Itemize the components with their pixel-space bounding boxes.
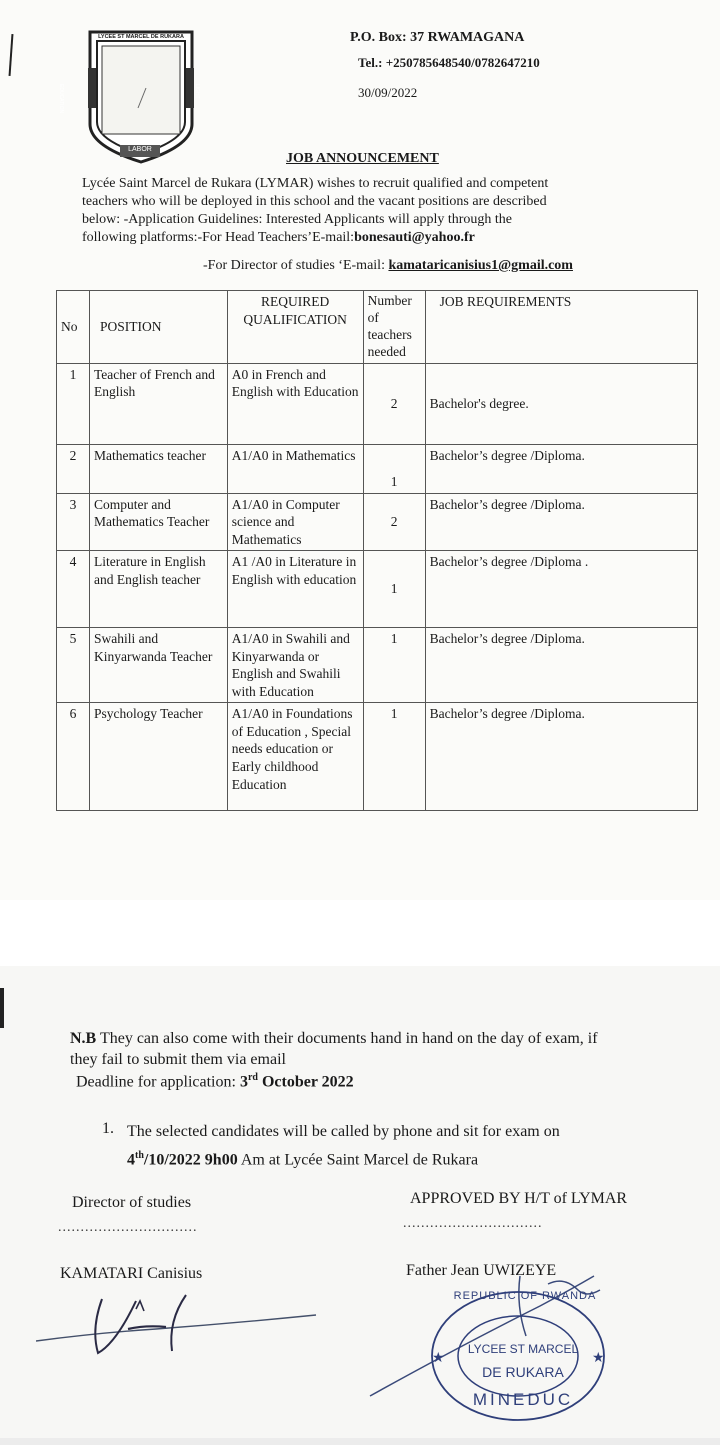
exam-line: The selected candidates will be called by phone and sit for exam on (127, 1123, 560, 1140)
stamp-line-2: DE RUKARA (482, 1364, 564, 1380)
deadline (76, 1072, 354, 1091)
table-row (57, 628, 698, 703)
body-line (82, 229, 642, 247)
table-row (57, 363, 698, 444)
svg-text:★: ★ (432, 1350, 445, 1366)
row-no: 1 (57, 363, 90, 444)
deadline-day: 3 (239, 1073, 248, 1091)
document-date: 30/09/2022 (358, 85, 418, 100)
row-number: 2 (363, 363, 425, 444)
crest-school-name: LYCEE ST MARCEL DE RUKARA (98, 34, 184, 40)
director-email-line (203, 258, 573, 274)
exam-line (127, 1144, 667, 1172)
stamp-bottom-text: MINEDUC (472, 1390, 574, 1409)
row-requirements: Bachelor’s degree /Diploma. (425, 703, 697, 811)
body-line: Lycée Saint Marcel de Rukara (LYMAR) wishes to recruit qualified and competent (82, 176, 549, 191)
deadline-suffix: rd (247, 1072, 258, 1083)
table-row (57, 551, 698, 628)
row-qualification: A1 /A0 in Literature in English with education (227, 551, 363, 628)
left-signatory-role: Director of studies (72, 1194, 192, 1211)
row-position: Teacher of French and English (89, 363, 227, 444)
exam-date-day: 4 (127, 1151, 135, 1169)
exam-location: Am at Lycée Saint Marcel de Rukara (237, 1151, 479, 1169)
row-number: 1 (363, 444, 425, 493)
row-requirements: Bachelor’s degree /Diploma. (425, 493, 697, 551)
row-no: 6 (57, 703, 90, 811)
document-page-2 (0, 966, 720, 1438)
row-position: Swahili and Kinyarwanda Teacher (89, 628, 227, 703)
crest-left-label: EDUCATION (58, 84, 64, 114)
nb-text: They can also come with their documents hand in hand on the day of exam, if (96, 1030, 598, 1047)
director-email: kamataricanisius1@gmail.com (388, 258, 573, 273)
row-qualification: A1/A0 in Mathematics (227, 444, 363, 493)
number-header-line: needed (367, 343, 406, 359)
col-header-position: POSITION (89, 291, 227, 364)
body-line: teachers who will be deployed in this school and the vacant positions are described (82, 194, 547, 209)
row-qualification: A1/A0 in Foundations of Education , Special needs education or Early childhood Education (227, 703, 363, 811)
row-number: 1 (363, 551, 425, 628)
qualification-header-line: REQUIRED (261, 294, 330, 309)
deadline-month: October 2022 (257, 1073, 354, 1091)
head-teacher-label: following platforms:-For Head Teachers’E-mail: (82, 230, 355, 245)
row-number: 1 (363, 703, 425, 811)
nb-line: they fail to submit them via email (70, 1051, 286, 1068)
nb-paragraph (70, 1028, 690, 1070)
row-requirements: Bachelor’s degree /Diploma. (425, 628, 697, 703)
row-number: 1 (363, 628, 425, 703)
exam-date-rest: /10/2022 9h00 (143, 1151, 238, 1169)
row-position: Psychology Teacher (89, 703, 227, 811)
scan-edge-mark (0, 988, 4, 1028)
row-requirements: Bachelor’s degree /Diploma. (425, 444, 697, 493)
number-header-line: Number (367, 293, 412, 308)
col-header-requirements: JOB REQUIREMENTS (425, 291, 697, 364)
row-no: 2 (57, 444, 90, 493)
crest-right-label: LIGHT (194, 84, 200, 99)
list-number: 1. (102, 1120, 114, 1137)
nb-label: N.B (70, 1030, 97, 1047)
col-header-qualification (227, 291, 363, 364)
exam-notice (127, 1120, 667, 1172)
signature-line-right: ............................... (403, 1216, 543, 1231)
director-email-label: -For Director of studies ‘E-mail: (203, 258, 389, 273)
signature-left (36, 1281, 326, 1371)
po-box: P.O. Box: 37 RWAMAGANA (350, 30, 525, 45)
right-signatory-role: APPROVED BY H/T of LYMAR (410, 1190, 628, 1207)
table-row (57, 444, 698, 493)
deadline-label: Deadline for application: (76, 1073, 240, 1091)
right-signatory-name: Father Jean UWIZEYE (406, 1262, 557, 1279)
scan-edge-mark (9, 34, 14, 76)
stamp-line-1: LYCEE ST MARCEL (467, 1342, 579, 1356)
signature-line-left: ............................... (58, 1220, 198, 1235)
crest-motto: LABOR (128, 146, 152, 153)
row-requirements: Bachelor's degree. (425, 363, 697, 444)
row-no: 5 (57, 628, 90, 703)
row-position: Mathematics teacher (89, 444, 227, 493)
left-signatory-name: KAMATARI Canisius (60, 1265, 203, 1282)
row-position: Computer and Mathematics Teacher (89, 493, 227, 551)
col-header-number (363, 291, 425, 364)
vacancies-table (56, 290, 698, 811)
row-qualification: A1/A0 in Swahili and Kinyarwanda or English and Swahili with Education (227, 628, 363, 703)
announcement-title: JOB ANNOUNCEMENT (286, 151, 439, 166)
qualification-header-line: QUALIFICATION (243, 311, 347, 327)
number-header-line: of (367, 309, 379, 325)
row-number: 2 (363, 493, 425, 551)
nb-line (70, 1028, 690, 1049)
table-row (57, 703, 698, 811)
col-header-no: No (57, 291, 90, 364)
announcement-body (82, 175, 642, 247)
exam-date-suffix: th (135, 1150, 144, 1161)
stamp-top-text: REPUBLIC OF RWANDA (453, 1290, 597, 1302)
table-row (57, 493, 698, 551)
table-header-row (57, 291, 698, 364)
page-gap (0, 900, 720, 966)
row-no: 4 (57, 551, 90, 628)
number-header-line: teachers (367, 326, 412, 342)
body-line: below: -Application Guidelines: Interested Applicants will apply through the (82, 212, 513, 227)
head-teacher-email: bonesauti@yahoo.fr (354, 230, 475, 245)
row-requirements: Bachelor’s degree /Diploma . (425, 551, 697, 628)
row-position: Literature in English and English teacher (89, 551, 227, 628)
row-qualification: A0 in French and English with Education (227, 363, 363, 444)
svg-text:★: ★ (592, 1350, 605, 1366)
row-qualification: A1/A0 in Computer science and Mathematics (227, 493, 363, 551)
row-no: 3 (57, 493, 90, 551)
telephone: Tel.: +250785648540/0782647210 (358, 55, 540, 70)
